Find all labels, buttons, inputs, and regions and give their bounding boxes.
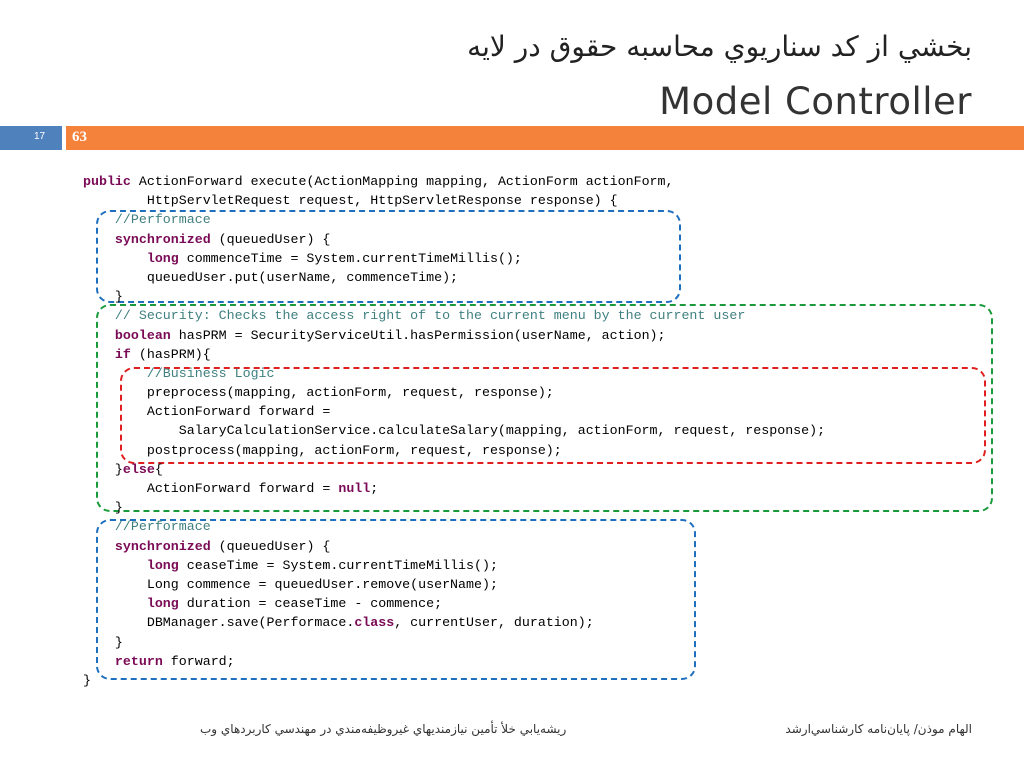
code-line: postprocess(mapping, actionForm, request, response); <box>83 442 562 458</box>
keyword: synchronized <box>114 231 211 247</box>
code-text: commenceTime = System.currentTimeMillis(); <box>178 250 522 266</box>
code-text: , currentUser, duration); <box>394 615 594 631</box>
keyword: synchronized <box>114 538 211 554</box>
code-line: ActionForward forward = <box>83 404 331 420</box>
code-comment: //Performace <box>83 519 211 535</box>
keyword: boolean <box>114 327 171 343</box>
slide-title-english: Model Controller <box>659 80 972 123</box>
code-text: ActionForward forward = <box>83 481 339 496</box>
code-text: { <box>154 461 163 477</box>
code-line: } <box>83 289 123 305</box>
code-text: DBManager.save(Performace. <box>83 615 355 631</box>
keyword: else <box>122 461 155 477</box>
code-comment: //Performace <box>83 212 211 228</box>
code-text: hasPRM = SecurityServiceUtil.hasPermission(userName, action); <box>170 327 666 343</box>
footer-author: الهام موذن/ پايان‌نامه كارشناسي‌ارشد <box>785 722 972 736</box>
code-text: duration = ceaseTime - commence; <box>178 596 443 612</box>
keyword: long <box>146 596 179 612</box>
keyword: class <box>354 615 395 631</box>
code-line <box>83 537 825 556</box>
code-line: queuedUser.put(userName, commenceTime); <box>83 269 459 285</box>
code-text: } <box>83 461 123 477</box>
keyword: long <box>146 557 179 573</box>
slide-title-persian: بخشي از كد سناريوي محاسبه حقوق در لايه <box>467 30 972 63</box>
header-bar <box>66 126 1024 150</box>
code-line: preprocess(mapping, actionForm, request, response); <box>83 385 554 401</box>
code-comment: //Business Logic <box>83 365 275 381</box>
code-line: } <box>83 672 91 688</box>
slide-number-bar <box>0 126 62 150</box>
code-line <box>83 172 825 191</box>
code-text: (queuedUser) { <box>210 538 331 554</box>
code-text: ceaseTime = System.currentTimeMillis(); <box>178 557 498 573</box>
code-block <box>83 172 825 690</box>
code-text: ; <box>370 481 379 496</box>
code-line <box>83 345 825 364</box>
keyword: return <box>114 653 163 669</box>
code-line <box>83 613 825 632</box>
code-comment: // Security: Checks the access right of to the current menu by the current user <box>83 308 746 324</box>
code-line <box>83 230 825 249</box>
footer-thesis-topic: ريشه‌يابي خلأ تأمين نيازمنديهاي غيروظيفه‌مندي در مهندسي كاربردهاي وب <box>200 722 567 736</box>
keyword: long <box>146 250 179 266</box>
code-line: } <box>83 634 123 650</box>
code-line <box>83 556 825 575</box>
code-text: (queuedUser) { <box>210 231 331 247</box>
code-line: } <box>83 500 123 516</box>
code-line <box>83 652 825 671</box>
code-line: HttpServletRequest request, HttpServletResponse response) { <box>83 193 618 209</box>
code-line: Long commence = queuedUser.remove(userName); <box>83 576 498 592</box>
code-line <box>83 594 825 613</box>
code-text: (hasPRM){ <box>130 346 211 362</box>
code-line <box>83 249 825 268</box>
code-line <box>83 326 825 345</box>
slide-number: 17 <box>34 131 46 142</box>
code-text: ActionForward execute(ActionMapping mapping, ActionForm actionForm, <box>130 174 674 189</box>
code-line <box>83 460 825 479</box>
page-number: 63 <box>72 129 87 145</box>
code-line <box>83 479 825 498</box>
keyword: null <box>338 481 371 496</box>
code-text: forward; <box>162 653 235 669</box>
code-line: SalaryCalculationService.calculateSalary(mapping, actionForm, request, response); <box>83 423 826 439</box>
keyword: public <box>83 174 131 189</box>
keyword: if <box>114 346 131 362</box>
